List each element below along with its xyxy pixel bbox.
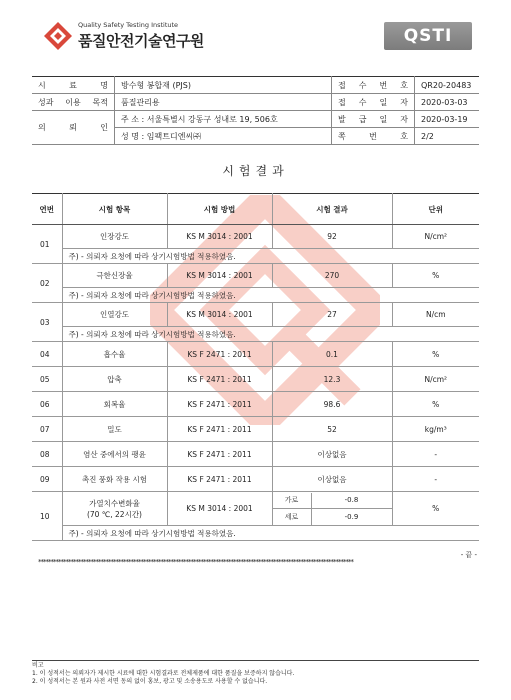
column-header: 시험 방법 [167,194,272,225]
sub-result-label: 가로 [273,493,312,509]
row-note: 주) - 의뢰자 요청에 따라 상기시험방법 적용하였음. [62,288,479,303]
note-row [32,327,479,342]
info-row [32,77,479,94]
test-method: KS M 3014 : 2001 [167,225,272,249]
info-label: 접 수 일 자 [332,94,415,111]
test-unit: N/cm [392,303,479,327]
test-unit: % [392,492,479,526]
table-row [32,442,479,467]
row-number: 02 [32,264,62,303]
remarks-line: 2. 이 성적서는 본 원과 사전 서면 동의 없이 홍보, 광고 및 소송용도로 사용할 수 없습니다. [32,678,268,685]
row-note: 주) - 의뢰자 요청에 따라 상기시험방법 적용하였음. [62,327,479,342]
test-unit: % [392,342,479,367]
test-method: KS M 3014 : 2001 [167,303,272,327]
row-number: 07 [32,417,62,442]
row-number: 05 [32,367,62,392]
test-method: KS M 3014 : 2001 [167,264,272,288]
test-result: 0.1 [272,342,392,367]
test-result: 92 [272,225,392,249]
test-item [62,492,167,526]
info-value: 2/2 [415,128,480,145]
page-title: 시험결과 [222,164,289,178]
sub-result-label: 세로 [273,509,312,525]
row-number: 06 [32,392,62,417]
qsti-badge: QSTI [384,22,472,50]
sub-result-value: -0.9 [344,512,359,521]
results-body [32,225,479,541]
sub-result-row [273,493,392,509]
info-value: 품질관리용 [115,94,332,111]
row-number: 08 [32,442,62,467]
info-label: 발 급 일 자 [332,111,415,128]
test-unit: N/cm² [392,225,479,249]
test-unit: % [392,392,479,417]
test-item: 인장강도 [62,225,167,249]
remarks-line: 1. 이 성적서는 의뢰자가 제시한 시료에 대한 시험결과로 전체제품에 대한 품질을 보증하지 않습니다. [32,670,295,677]
institute-name-ko: 품질안전기술연구원 [78,32,204,50]
test-item-line: 가열치수변화율 [89,498,140,508]
remarks-title: 비고 [32,662,44,669]
test-method: KS F 2471 : 2011 [167,342,272,367]
star-divider: ****************************************************************************************************************************** [38,558,353,566]
info-value: QR20-20483 [415,77,480,94]
table-row [32,392,479,417]
test-method: KS F 2471 : 2011 [167,442,272,467]
test-method: KS M 3014 : 2001 [167,492,272,526]
sample-info-table [32,76,479,145]
row-number: 04 [32,342,62,367]
test-result: 12.3 [272,367,392,392]
end-mark: - 끝 - [460,551,477,559]
remarks-divider [32,660,479,661]
institute-logo-icon [42,20,74,52]
institute-name-en: Quality Safety Testing Institute [78,21,179,29]
info-value: 주 소 : 서울특별시 강동구 성내로 19, 506호 [115,111,332,128]
test-item: 인열강도 [62,303,167,327]
test-item: 밀도 [62,417,167,442]
info-label: 의 뢰 인 [32,111,115,145]
test-unit: N/cm² [392,367,479,392]
note-row [32,249,479,264]
info-label: 시 료 명 [32,77,115,94]
sub-result-row [273,509,392,525]
info-row [32,111,479,128]
note-row [32,526,479,541]
info-value: 방수형 봉합재 (PJS) [115,77,332,94]
test-method: KS F 2471 : 2011 [167,392,272,417]
test-results-table [32,193,479,541]
test-item: 극한신장율 [62,264,167,288]
test-unit: - [392,442,479,467]
test-result: 98.6 [272,392,392,417]
table-row [32,303,479,327]
table-header-row [32,194,479,225]
test-unit: - [392,467,479,492]
info-value: 2020-03-03 [415,94,480,111]
sub-result-value: -0.8 [311,493,392,509]
column-header: 단위 [392,194,479,225]
info-value: 성 명 : 임팩트디엔씨㈜ [115,128,332,145]
test-method: KS F 2471 : 2011 [167,417,272,442]
info-value: 2020-03-19 [415,111,480,128]
test-item: 압축 [62,367,167,392]
table-row [32,492,479,509]
sub-result-table [273,493,392,525]
column-header: 연번 [32,194,62,225]
row-number: 03 [32,303,62,342]
test-result [272,492,392,526]
test-result: 이상없음 [272,467,392,492]
test-method: KS F 2471 : 2011 [167,367,272,392]
table-row [32,264,479,288]
row-number: 10 [32,492,62,541]
test-result: 52 [272,417,392,442]
test-method: KS F 2471 : 2011 [167,467,272,492]
column-header: 시험 결과 [272,194,392,225]
table-row [32,367,479,392]
test-item: 촉진 풍화 작용 시험 [62,467,167,492]
row-note: 주) - 의뢰자 요청에 따라 상기시험방법 적용하였음. [62,526,479,541]
table-row [32,467,479,492]
table-row [32,417,479,442]
test-unit: kg/m³ [392,417,479,442]
info-label: 쪽 번 호 [332,128,415,145]
table-row [32,225,479,249]
test-item: 염산 중에서의 팽윤 [62,442,167,467]
info-row [32,94,479,111]
row-note: 주) - 의뢰자 요청에 따라 상기시험방법 적용하였음. [62,249,479,264]
table-row [32,342,479,367]
row-number: 01 [32,225,62,264]
test-unit: % [392,264,479,288]
test-result: 270 [272,264,392,288]
info-label: 성과 이용 목적 [32,94,115,111]
test-item: 흡수율 [62,342,167,367]
note-row [32,288,479,303]
row-number: 09 [32,467,62,492]
test-result: 이상없음 [272,442,392,467]
remarks [32,662,294,686]
test-result: 27 [272,303,392,327]
test-item: 회복율 [62,392,167,417]
test-item-line: (70 ℃, 22시간) [86,509,142,519]
info-label: 접 수 번 호 [332,77,415,94]
column-header: 시험 항목 [62,194,167,225]
